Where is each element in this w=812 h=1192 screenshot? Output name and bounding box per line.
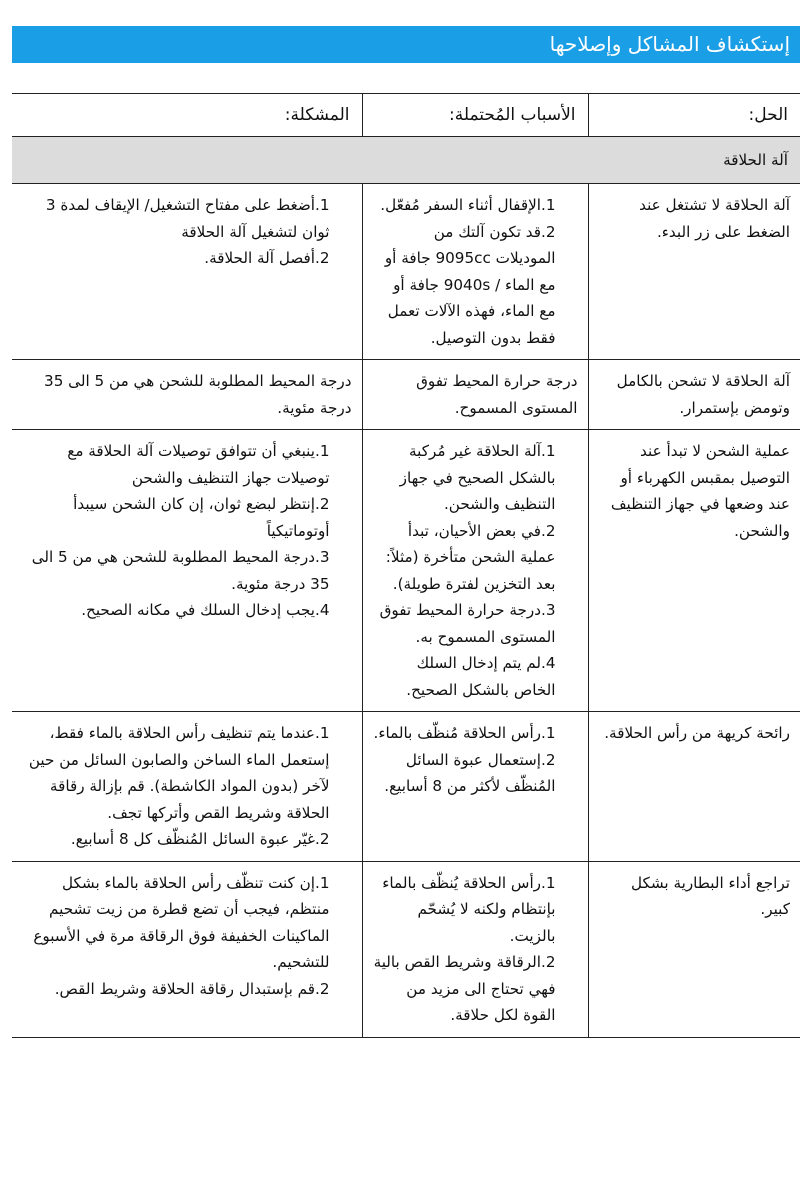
solution-text: قم بإستبدال رقاقة الحلاقة وشريط القص. bbox=[54, 979, 315, 998]
list-number: 1. bbox=[541, 873, 556, 892]
causes-cell bbox=[362, 712, 588, 862]
cause-text: لم يتم إدخال السلك الخاص بالشكل الصحيح. bbox=[406, 654, 556, 699]
solution-list bbox=[22, 438, 352, 624]
list-number: 1. bbox=[541, 442, 556, 460]
list-number: 2. bbox=[541, 750, 556, 769]
solution-text: يجب إدخال السلك في مكانه الصحيح. bbox=[81, 601, 315, 619]
solution-item bbox=[22, 870, 352, 976]
cause-text: قد تكون آلتك من الموديلات 9095cc جافة أو مع الماء / 9040s جافة أو مع الماء، فهذه الآلات تعمل فقط بدون التوصيل. bbox=[384, 222, 556, 347]
cause-text: رأس الحلاقة مُنظّف بالماء. bbox=[373, 724, 541, 742]
solution-item bbox=[22, 438, 352, 491]
table-row bbox=[12, 861, 800, 1037]
solution-item bbox=[22, 720, 352, 826]
cause-list bbox=[373, 720, 578, 800]
list-number: 1. bbox=[315, 196, 330, 214]
solution-item bbox=[22, 192, 352, 245]
cause-text: الرقاقة وشريط القص بالية فهي تحتاج الى مزيد من القوة لكل حلاقة. bbox=[373, 953, 556, 1024]
cause-list bbox=[373, 870, 578, 1029]
causes-cell bbox=[362, 184, 588, 360]
problem-cell: عملية الشحن لا تبدأ عند التوصيل بمقبس الكهرباء أو عند وضعها في جهاز التنظيف والشحن. bbox=[588, 430, 800, 712]
cause-text: في بعض الأحيان، تبدأ عملية الشحن متأخرة (مثلاً: بعد التخزين لفترة طويلة). bbox=[385, 521, 556, 593]
list-number: 3. bbox=[315, 548, 330, 566]
cause-item bbox=[373, 192, 578, 219]
solution-list bbox=[22, 192, 352, 272]
cause-text: الإقفال أثناء السفر مُفعّل. bbox=[380, 196, 541, 214]
list-number: 2. bbox=[315, 495, 330, 513]
cause-list bbox=[373, 438, 578, 703]
header-causes: الأسباب المُحتملة: bbox=[362, 94, 588, 137]
solution-list bbox=[22, 870, 352, 1003]
list-number: 2. bbox=[541, 521, 556, 540]
cause-item bbox=[373, 720, 578, 747]
problem-cell: آلة الحلاقة لا تشحن بالكامل وتومض بإستمرار. bbox=[588, 360, 800, 430]
solution-cell: درجة المحيط المطلوبة للشحن هي من 5 الى 35 درجة مئوية. bbox=[12, 360, 362, 430]
section-row bbox=[12, 137, 800, 184]
list-number: 2. bbox=[315, 249, 330, 267]
solution-cell bbox=[12, 184, 362, 360]
solution-cell bbox=[12, 430, 362, 712]
solution-text: إن كنت تنظّف رأس الحلاقة بالماء بشكل منتظم، فيجب أن تضع قطرة من زيت تشحيم الماكينات الخفيفة فوق الرقاقة مرة في الأسبوع للتشحيم. bbox=[33, 873, 330, 971]
header-solution: الحل: bbox=[588, 94, 800, 137]
causes-cell: درجة حرارة المحيط تفوق المستوى المسموح. bbox=[362, 360, 588, 430]
problem-cell: آلة الحلاقة لا تشتغل عند الضغط على زر البدء. bbox=[588, 184, 800, 360]
page-title-banner bbox=[12, 26, 800, 63]
troubleshooting-table bbox=[12, 93, 800, 1038]
cause-item bbox=[373, 597, 578, 650]
solution-cell bbox=[12, 861, 362, 1037]
list-number: 1. bbox=[541, 196, 556, 214]
cause-item bbox=[373, 747, 578, 800]
cause-item bbox=[373, 650, 578, 703]
list-number: 4. bbox=[315, 601, 330, 619]
solution-text: غيّر عبوة السائل المُنظّف كل 8 أسابيع. bbox=[70, 830, 315, 848]
solution-list bbox=[22, 720, 352, 853]
table-row bbox=[12, 430, 800, 712]
problem-cell: تراجع أداء البطارية بشكل كبير. bbox=[588, 861, 800, 1037]
solution-text: أفصل آلة الحلاقة. bbox=[204, 249, 315, 267]
cause-text: إستعمال عبوة السائل المُنظّف لأكثر من 8 أسابيع. bbox=[384, 750, 556, 795]
section-title: آلة الحلاقة bbox=[12, 137, 800, 184]
causes-cell bbox=[362, 430, 588, 712]
list-number: 1. bbox=[315, 442, 330, 460]
list-number: 3. bbox=[541, 601, 556, 619]
cause-item bbox=[373, 438, 578, 518]
table-header-row bbox=[12, 94, 800, 137]
list-number: 2. bbox=[541, 953, 556, 971]
cause-text: رأس الحلاقة يُنظّف بالماء بإنتظام ولكنه لا يُشحّم بالزيت. bbox=[382, 873, 556, 945]
list-number: 1. bbox=[315, 873, 330, 892]
list-number: 2. bbox=[315, 979, 330, 998]
list-number: 1. bbox=[541, 724, 556, 742]
solution-item bbox=[22, 245, 352, 272]
list-number: 2. bbox=[541, 222, 556, 241]
list-number: 4. bbox=[541, 654, 556, 672]
cause-item bbox=[373, 949, 578, 1029]
problem-cell: رائحة كريهة من رأس الحلاقة. bbox=[588, 712, 800, 862]
solution-text: أضغط على مفتاح التشغيل/ الإيقاف لمدة 3 ثوان لتشغيل آلة الحلاقة bbox=[45, 196, 330, 241]
solution-item bbox=[22, 491, 352, 544]
solution-item bbox=[22, 976, 352, 1003]
cause-list bbox=[373, 192, 578, 351]
solution-text: ينبغي أن تتوافق توصيلات آلة الحلاقة مع توصيلات جهاز التنظيف والشحن bbox=[67, 442, 330, 487]
page-title: إستكشاف المشاكل وإصلاحها bbox=[549, 32, 790, 56]
table-row bbox=[12, 360, 800, 430]
table-row bbox=[12, 712, 800, 862]
header-problem: المشكلة: bbox=[12, 94, 362, 137]
solution-text: إنتظر لبضع ثوان، إن كان الشحن سيبدأ أوتوماتيكياً bbox=[73, 495, 330, 540]
table-row bbox=[12, 184, 800, 360]
cause-item bbox=[373, 870, 578, 950]
solution-item bbox=[22, 826, 352, 853]
list-number: 1. bbox=[315, 724, 330, 742]
solution-item bbox=[22, 597, 352, 624]
cause-text: آلة الحلاقة غير مُركبة بالشكل الصحيح في جهاز التنظيف والشحن. bbox=[399, 442, 556, 513]
solution-cell bbox=[12, 712, 362, 862]
solution-item bbox=[22, 544, 352, 597]
list-number: 2. bbox=[315, 830, 330, 848]
cause-item bbox=[373, 219, 578, 352]
solution-text: عندما يتم تنظيف رأس الحلاقة بالماء فقط، إستعمل الماء الساخن والصابون السائل من حين لآخر (بدون المواد الكاشطة). قم بإزالة رقاقة الحلاقة وشريط القص وأتركها تجف. bbox=[28, 724, 330, 822]
cause-text: درجة حرارة المحيط تفوق المستوى المسموح به. bbox=[379, 601, 556, 646]
causes-cell bbox=[362, 861, 588, 1037]
solution-text: درجة المحيط المطلوبة للشحن هي من 5 الى 35 درجة مئوية. bbox=[31, 548, 330, 593]
cause-item bbox=[373, 518, 578, 598]
